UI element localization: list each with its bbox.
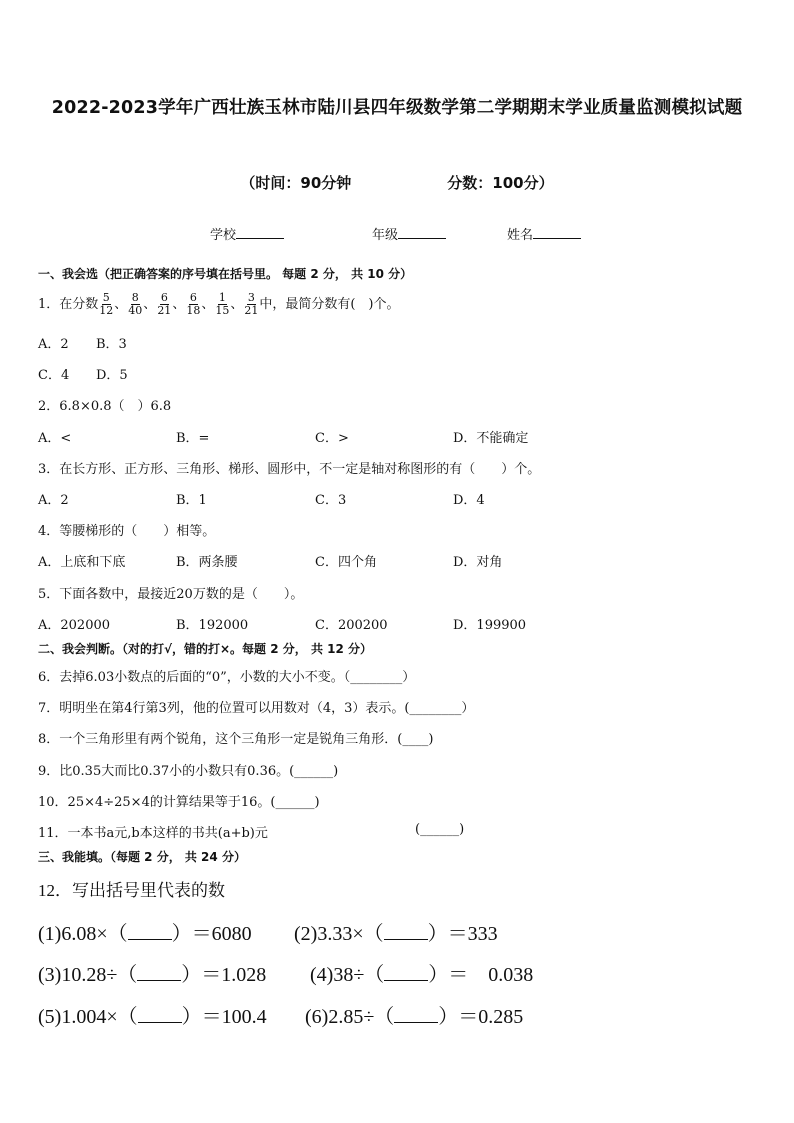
fraction (157, 292, 171, 317)
numerator: 5 (102, 291, 110, 304)
denominator: 18 (186, 304, 201, 317)
fraction-list (98, 291, 259, 317)
fraction (186, 292, 200, 317)
q5-option-a[interactable]: A．202000 (38, 618, 111, 633)
q12-item-1: (1)6.08×（ ）＝6080 (38, 923, 252, 945)
fraction (215, 292, 229, 317)
separator: 、 (114, 297, 128, 312)
q1-option-b[interactable]: B．3 (96, 337, 127, 352)
separator: 、 (143, 297, 157, 312)
section-choice: 一、我会选（把正确答案的序号填在括号里。 每题 2 分， 共 10 分） (38, 267, 413, 281)
q12-item-2: (2)3.33×（ ）＝333 (294, 923, 498, 945)
fraction (244, 292, 258, 317)
separator: 、 (172, 297, 186, 312)
denominator: 40 (128, 304, 143, 317)
q11-answer-blank[interactable]: (______) (415, 822, 465, 837)
question-8: 8．一个三角形里有两个锐角，这个三角形一定是锐角三角形．(____) (38, 732, 434, 747)
q2-option-c[interactable]: C．> (315, 431, 349, 446)
answer-blank[interactable] (394, 1008, 438, 1023)
denominator: 21 (157, 304, 172, 317)
q2-option-b[interactable]: B．= (176, 431, 210, 446)
school-field[interactable]: 学校 (210, 224, 284, 243)
q12-item-6: (6)2.85÷（ ）＝0.285 (305, 1006, 524, 1028)
q4-option-b[interactable]: B．两条腰 (176, 555, 238, 570)
numerator: 6 (160, 291, 168, 304)
fraction (99, 292, 113, 317)
answer-blank[interactable] (138, 1008, 182, 1023)
numerator: 1 (218, 291, 226, 304)
q4-option-c[interactable]: C．四个角 (315, 555, 377, 570)
q5-option-b[interactable]: B．192000 (176, 618, 249, 633)
q3-option-c[interactable]: C．3 (315, 493, 347, 508)
section-judge: 二、我会判断。（对的打√，错的打×。每题 2 分， 共 12 分） (38, 642, 372, 656)
denominator: 12 (99, 304, 114, 317)
question-11: 11．一本书a元,b本这样的书共(a+b)元 (38, 826, 268, 841)
q12-item-3: (3)10.28÷（ ）＝1.028 (38, 964, 267, 986)
numerator: 8 (131, 291, 139, 304)
name-field[interactable]: 姓名 (507, 224, 581, 243)
answer-blank[interactable] (128, 925, 172, 940)
answer-blank[interactable] (384, 966, 428, 981)
q3-option-d[interactable]: D．4 (453, 493, 485, 508)
question-2: 2．6.8×0.8（ ）6.8 (38, 399, 172, 414)
page-title: 2022-2023学年广西壮族玉林市陆川县四年级数学第二学期期末学业质量监测模拟试题 (51, 98, 743, 118)
q4-option-d[interactable]: D．对角 (453, 555, 503, 570)
fraction (128, 292, 142, 317)
q1-option-c[interactable]: C．4 (38, 368, 70, 383)
total-score: 分数：100分） (447, 174, 554, 192)
question-10: 10．25×4÷25×4的计算结果等于16。(______) (38, 795, 320, 810)
q3-option-b[interactable]: B．1 (176, 493, 207, 508)
question-4: 4．等腰梯形的（ ）相等。 (38, 524, 216, 539)
question-6: 6．去掉6.03小数点的后面的“0”，小数的大小不变。（________） (38, 670, 416, 685)
q5-option-c[interactable]: C．200200 (315, 618, 388, 633)
numerator: 6 (189, 291, 197, 304)
question-5: 5．下面各数中，最接近20万数的是（ ）。 (38, 587, 304, 602)
q2-option-a[interactable]: A．< (38, 431, 72, 446)
answer-blank[interactable] (384, 925, 428, 940)
q12-item-4: (4)38÷（ ）＝ 0.038 (310, 964, 534, 986)
separator: 、 (201, 297, 215, 312)
q2-option-d[interactable]: D．不能确定 (453, 431, 529, 446)
answer-blank[interactable] (137, 966, 181, 981)
q4-option-a[interactable]: A．上底和下底 (38, 555, 126, 570)
exam-meta (0, 172, 794, 193)
question-9: 9．比0.35大而比0.37小的小数只有0.36。(______) (38, 764, 339, 779)
grade-field[interactable]: 年级 (372, 224, 446, 243)
question-1: 1．在分数 $\frac{5}{12}$ 、 $\frac{8}{40}$ 、 $\frac{6}{21}$ 、 $\frac{6}{18}$ 、 $\frac{1}{15}$ 、 $\frac{3}{21}$ 中，最简分数有( )个。 (38, 291, 400, 317)
q1-option-d[interactable]: D．5 (96, 368, 128, 383)
time-limit: （时间：90分钟 (240, 174, 352, 192)
denominator: 15 (215, 304, 230, 317)
question-12: 12．写出括号里代表的数 (38, 881, 225, 900)
q12-item-5: (5)1.004×（ ）＝100.4 (38, 1006, 267, 1028)
separator: 、 (230, 297, 244, 312)
question-7: 7．明明坐在第4行第3列，他的位置可以用数对（4，3）表示。(________） (38, 701, 475, 716)
q5-option-d[interactable]: D．199900 (453, 618, 527, 633)
section-fill: 三、我能填。（每题 2 分， 共 24 分） (38, 850, 246, 864)
q1-option-a[interactable]: A．2 (38, 337, 69, 352)
question-3: 3．在长方形、正方形、三角形、梯形、圆形中，不一定是轴对称图形的有（ ）个。 (38, 462, 541, 477)
denominator: 21 (244, 304, 259, 317)
numerator: 3 (247, 291, 255, 304)
q3-option-a[interactable]: A．2 (38, 493, 69, 508)
